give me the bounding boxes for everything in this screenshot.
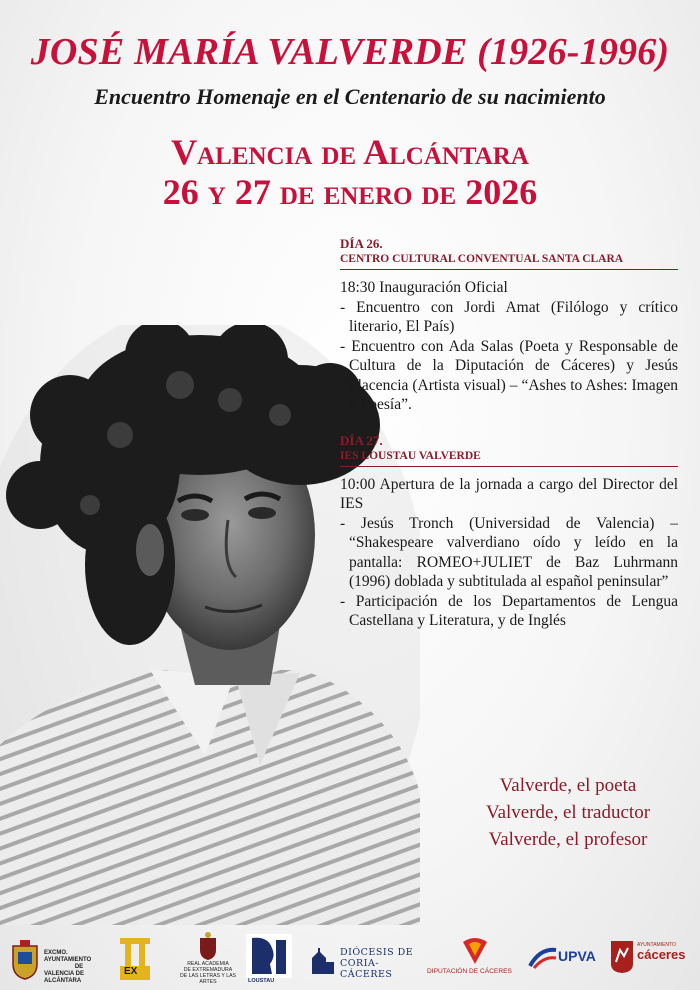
caceres-shield-icon	[610, 940, 634, 974]
day-27-label: DÍA 27.	[340, 432, 383, 448]
mottos	[458, 772, 678, 853]
event-place: Valencia de Alcántara	[171, 132, 529, 172]
logo-ayuntamiento-caceres	[610, 938, 696, 978]
logo-diocesis-line1: DIÓCESIS DE	[340, 947, 414, 958]
upva-swoosh-icon	[528, 946, 558, 970]
logo-diocesis-line2: CORIA-CÁCERES	[340, 958, 393, 980]
event-place-dates	[0, 132, 700, 212]
logo-academia-line2: DE EXTREMADURA	[183, 967, 233, 973]
logo-ayto-line1: EXCMO. AYUNTAMIENTO	[44, 950, 92, 963]
day-26-venue: CENTRO CULTURAL CONVENTUAL SANTA CLARA	[340, 253, 624, 265]
logo-diputacion-text: DIPUTACIÓN DE CÁCERES	[427, 968, 512, 975]
day-26-item-1: - Encuentro con Jordi Amat (Filólogo y crítico literario, El País)	[340, 298, 678, 335]
logo-ies	[118, 936, 154, 982]
coat-of-arms-icon	[10, 940, 40, 980]
day-26-label: DÍA 26.	[340, 236, 383, 251]
logo-caceres-text: cáceres	[637, 947, 686, 962]
logo-ayto-line2: DE	[74, 964, 84, 970]
day-27-opening: 10:00 Apertura de la jornada a cargo del Director del IES	[340, 475, 678, 512]
divider	[340, 269, 678, 270]
program-day-26	[340, 236, 678, 415]
logo-caceres-small: AYUNTAMIENTO	[637, 942, 676, 948]
logo-diputacion	[425, 936, 525, 980]
logo-ayuntamiento-valencia	[10, 938, 110, 982]
logo-real-academia	[172, 932, 244, 986]
day-26-opening: 18:30 Inauguración Oficial	[340, 279, 508, 296]
sponsor-logos	[0, 930, 700, 990]
poster-title: JOSÉ MARÍA VALVERDE (1926-1996)	[30, 31, 670, 73]
logo-loustau-text: LOUSTAU	[248, 978, 275, 984]
day-27-item-1: - Jesús Tronch (Universidad de Valencia) – “Shakespeare valverdiano oído y leído en la pantalla: ROMEO+JULIET de Baz Luhrmann (1996) doblada y subtitulada al español peninsular”	[340, 514, 678, 590]
program-day-27	[340, 433, 678, 631]
divider	[340, 466, 678, 467]
motto-translator: Valverde, el traductor	[485, 802, 651, 823]
program	[340, 236, 678, 631]
logo-diocesis	[310, 942, 420, 978]
day-26-item-2: - Encuentro con Ada Salas (Poeta y Responsable de Cultura de la Diputación de Cáceres) y Jesús Placencia (Artista visual) – “Ashes to Ashes: Imagen y Poesía”.	[340, 337, 678, 413]
logo-academia-line1: REAL ACADEMIA	[187, 961, 229, 967]
logo-upva	[528, 942, 604, 974]
cathedral-icon	[310, 946, 336, 974]
logo-ayto-line3: VALENCIA DE ALCÁNTARA	[44, 971, 85, 984]
logo-loustau	[246, 934, 296, 984]
loustau-profile-icon	[246, 934, 292, 978]
poster-subtitle: Encuentro Homenaje en el Centenario de su nacimiento	[94, 84, 606, 109]
event-dates: 26 y 27 de enero de 2026	[162, 172, 538, 212]
academia-crest-icon	[198, 932, 218, 960]
logo-academia-line3: DE LAS LETRAS Y LAS ARTES	[179, 973, 237, 985]
motto-poet: Valverde, el poeta	[499, 775, 637, 796]
day-27-venue: IES LOUSTAU VALVERDE	[340, 449, 481, 462]
motto-teacher: Valverde, el profesor	[488, 829, 648, 850]
logo-ies-mark: EX	[124, 966, 138, 977]
day-27-item-2: - Participación de los Departamentos de Lengua Castellana y Literatura, y de Inglés	[340, 592, 678, 629]
diputacion-emblem-icon	[459, 936, 491, 966]
logo-upva-text: UPVA	[558, 948, 596, 964]
